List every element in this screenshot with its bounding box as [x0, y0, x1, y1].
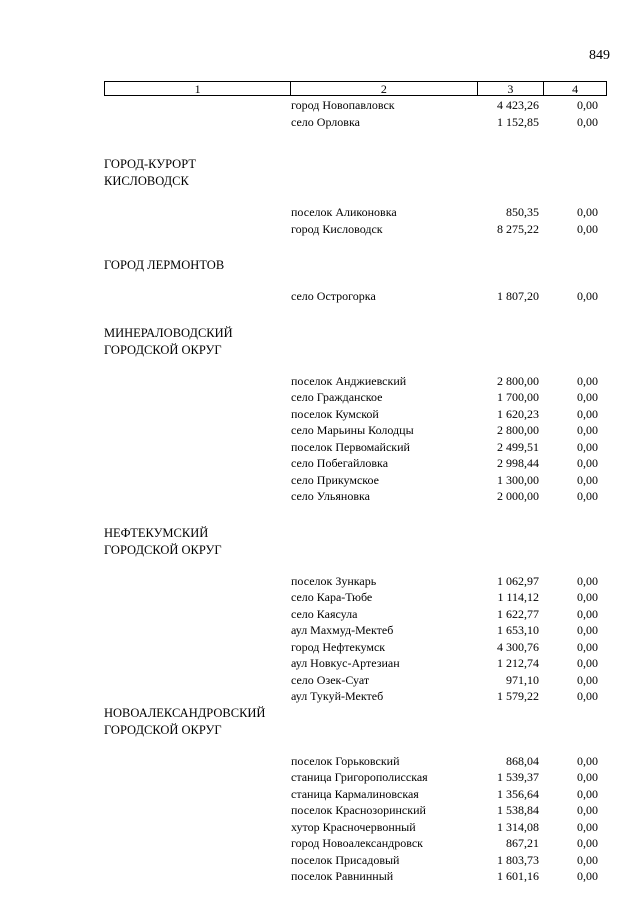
group-heading: [104, 705, 607, 739]
header-col-1: 1: [105, 82, 291, 95]
table-row: [104, 835, 607, 852]
table-row: [104, 389, 607, 406]
value-col-3: 4 423,26: [497, 98, 539, 112]
section: [104, 97, 607, 130]
value-col-4: 0,00: [577, 869, 598, 883]
settlement-name: станица Кармалиновская: [291, 786, 419, 801]
table-row: [104, 472, 607, 489]
value-col-3: 1 538,84: [497, 803, 539, 817]
group-heading: [104, 156, 607, 190]
value-col-3: 1 314,08: [497, 819, 539, 834]
settlement-name: город Новопавловск: [291, 98, 395, 112]
group-heading-line: МИНЕРАЛОВОДСКИЙ: [104, 325, 233, 340]
table-row: [104, 672, 607, 689]
value-col-4: 0,00: [577, 489, 598, 503]
section: [104, 325, 607, 505]
settlement-name: село Побегайловка: [291, 456, 389, 470]
value-col-3: 1 653,10: [497, 623, 539, 637]
value-col-4: 0,00: [577, 373, 598, 388]
settlement-name: аул Тукуй-Мектеб: [291, 689, 384, 703]
settlement-name: поселок Равнинный: [291, 869, 394, 883]
section: [104, 525, 607, 705]
value-col-4: 0,00: [577, 836, 598, 850]
group-heading-line: ГОРОД ЛЕРМОНТОВ: [104, 258, 225, 272]
value-col-4: 0,00: [577, 456, 598, 470]
value-col-3: 1 114,12: [497, 590, 539, 604]
table-row: [104, 852, 607, 869]
value-col-3: 850,35: [506, 205, 539, 219]
settlement-name: аул Махмуд-Мектеб: [291, 623, 394, 637]
section: [104, 156, 607, 237]
table-row: [104, 786, 607, 803]
table-row: [104, 622, 607, 639]
settlement-name: станица Григорополисская: [291, 770, 428, 784]
table-row: [104, 373, 607, 390]
table-row: [104, 422, 607, 439]
settlement-name: село Ульяновка: [291, 489, 370, 503]
settlement-name: город Нефтекумск: [291, 639, 386, 654]
table-row: [104, 753, 607, 770]
value-col-4: 0,00: [577, 852, 598, 867]
value-col-4: 0,00: [577, 672, 598, 687]
settlement-name: село Каясула: [291, 606, 358, 621]
header-col-3: 3: [478, 82, 545, 95]
value-col-3: 1 300,00: [497, 472, 539, 487]
settlement-name: село Озек-Суат: [291, 672, 370, 687]
table-row: [104, 114, 607, 131]
settlement-name: поселок Первомайский: [291, 439, 410, 454]
header-col-4: 4: [572, 81, 579, 96]
value-col-4: 0,00: [577, 423, 598, 437]
settlement-name: поселок Горьковский: [291, 753, 400, 768]
value-col-4: 0,00: [577, 98, 598, 112]
settlement-name: поселок Зункарь: [291, 573, 377, 588]
value-col-3: 8 275,22: [497, 221, 539, 236]
table-row: [104, 589, 607, 606]
table-row: [104, 655, 607, 672]
value-col-4: 0,00: [577, 439, 598, 454]
value-col-4: 0,00: [577, 472, 598, 487]
settlement-name: село Острогорка: [291, 289, 376, 303]
table-row: [104, 606, 607, 623]
value-col-3: 4 300,76: [497, 639, 539, 654]
settlement-name: город Кисловодск: [291, 221, 383, 236]
table-row: [104, 819, 607, 836]
table-row: [104, 97, 607, 114]
group-heading: [104, 325, 607, 359]
section: [104, 705, 607, 885]
page-number: 849: [589, 48, 610, 63]
settlement-name: поселок Аликоновка: [291, 205, 397, 219]
value-col-4: 0,00: [577, 689, 598, 703]
value-col-4: 0,00: [577, 819, 598, 834]
table-header: [104, 81, 607, 96]
table-row: [104, 221, 607, 238]
group-heading-line: НЕФТЕКУМСКИЙ: [104, 525, 209, 540]
group-heading-line: ГОРОДСКОЙ ОКРУГ: [104, 542, 222, 557]
value-col-3: 868,04: [506, 753, 539, 768]
value-col-4: 0,00: [577, 406, 598, 421]
settlement-name: село Орловка: [291, 114, 360, 129]
value-col-3: 1 700,00: [497, 390, 539, 404]
value-col-4: 0,00: [577, 623, 598, 637]
value-col-3: 867,21: [506, 836, 539, 850]
value-col-4: 0,00: [577, 205, 598, 219]
value-col-4: 0,00: [577, 786, 598, 801]
settlement-name: хутор Красночервонный: [291, 819, 416, 834]
table-row: [104, 406, 607, 423]
table-row: [104, 802, 607, 819]
value-col-4: 0,00: [577, 573, 598, 588]
value-col-4: 0,00: [577, 606, 598, 621]
settlement-name: село Кара-Тюбе: [291, 590, 373, 604]
value-col-4: 0,00: [577, 289, 598, 303]
table-row: [104, 639, 607, 656]
group-heading: [104, 257, 607, 274]
value-col-4: 0,00: [577, 221, 598, 236]
value-col-3: 2 800,00: [497, 423, 539, 437]
value-col-3: 1 152,85: [497, 114, 539, 129]
settlement-name: село Прикумское: [291, 472, 379, 487]
value-col-4: 0,00: [577, 114, 598, 129]
table-row: [104, 204, 607, 221]
group-heading-line: ГОРОД-КУРОРТ: [104, 157, 196, 171]
settlement-name: поселок Краснозоринский: [291, 803, 426, 817]
table-row: [104, 868, 607, 885]
value-col-3: 2 499,51: [497, 439, 539, 454]
settlement-name: поселок Анджиевский: [291, 373, 407, 388]
table-row: [104, 455, 607, 472]
settlement-name: поселок Кумской: [291, 406, 379, 421]
section: [104, 257, 607, 305]
settlement-name: село Марьины Колодцы: [291, 423, 414, 437]
value-col-3: 1 579,22: [497, 689, 539, 703]
value-col-3: 1 212,74: [497, 656, 539, 670]
group-heading: [104, 525, 607, 559]
header-col-2: 2: [291, 82, 477, 95]
value-col-3: 1 620,23: [497, 406, 539, 421]
settlement-name: аул Новкус-Артезиан: [291, 656, 400, 670]
table-row: [104, 439, 607, 456]
group-heading-line: КИСЛОВОДСК: [104, 174, 189, 188]
value-col-3: 1 622,77: [497, 606, 539, 621]
table-row: [104, 769, 607, 786]
value-col-3: 2 998,44: [497, 456, 539, 470]
value-col-3: 1 601,16: [497, 869, 539, 883]
group-heading-line: ГОРОДСКОЙ ОКРУГ: [104, 722, 222, 737]
settlement-name: село Гражданское: [291, 390, 383, 404]
value-col-3: 2 000,00: [497, 489, 539, 503]
value-col-4: 0,00: [577, 390, 598, 404]
table-row: [104, 488, 607, 505]
value-col-3: 1 356,64: [497, 786, 539, 801]
table-row: [104, 688, 607, 705]
value-col-3: 1 807,20: [497, 289, 539, 303]
value-col-4: 0,00: [577, 753, 598, 768]
value-col-4: 0,00: [577, 656, 598, 670]
value-col-3: 1 062,97: [497, 573, 539, 588]
value-col-3: 971,10: [506, 672, 539, 687]
value-col-4: 0,00: [577, 639, 598, 654]
value-col-3: 2 800,00: [497, 373, 539, 388]
group-heading-line: НОВОАЛЕКСАНДРОВСКИЙ: [104, 705, 266, 720]
value-col-3: 1 539,37: [497, 770, 539, 784]
table-row: [104, 288, 607, 305]
settlement-name: поселок Присадовый: [291, 852, 400, 867]
value-col-4: 0,00: [577, 770, 598, 784]
settlement-name: город Новоалександровск: [291, 836, 423, 850]
value-col-4: 0,00: [577, 590, 598, 604]
value-col-4: 0,00: [577, 803, 598, 817]
table-row: [104, 573, 607, 590]
value-col-3: 1 803,73: [497, 852, 539, 867]
group-heading-line: ГОРОДСКОЙ ОКРУГ: [104, 342, 222, 357]
table-body: [104, 97, 607, 885]
